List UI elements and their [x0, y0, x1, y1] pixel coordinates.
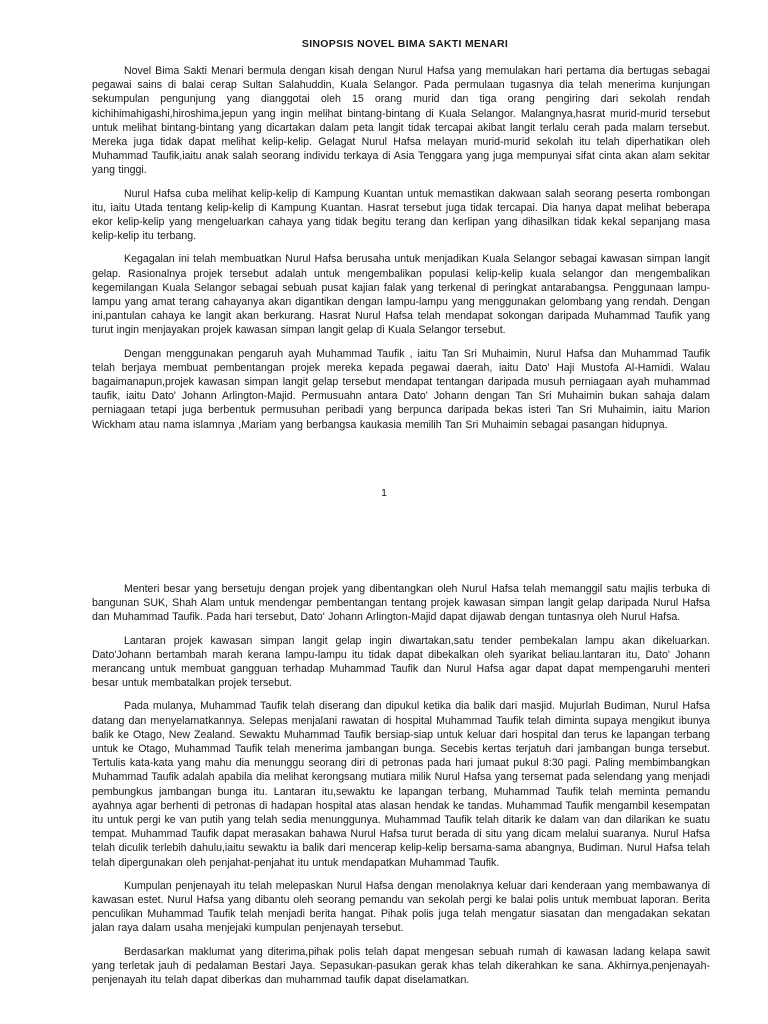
paragraph: Berdasarkan maklumat yang diterima,pihak polis telah dapat mengesan sebuah rumah di kawasan ladang kelapa sawit yang terletak jauh di pedalaman Bestari Jaya. Sepasukan-pasukan gerak khas telah dikerahkan ke sana. Akhirnya,penjenayah-penjenayah itu telah dapat diberkas dan muhammad taufik dapat diselamatkan.: [92, 945, 710, 987]
document-title: SINOPSIS NOVEL BIMA SAKTI MENARI: [301, 38, 509, 50]
paragraph: Novel Bima Sakti Menari bermula dengan kisah dengan Nurul Hafsa yang memulakan hari pertama dia bertugas sebagai pegawai sains di balai cerap Sultan Salahuddin, Kuala Selangor. Pada permulaan tugasnya dia telah menerima kunjungan sekumpulan pengunjung yang dianggotai oleh 15 orang murid dan tiga orang pengiring dari sekolah rendah kichihimahigashi,hiroshima,jepun yang ingin melihat bintang-bintang di Kuala Selangor. Malangnya,hasrat murid-murid tersebut untuk melihat bintang-bintang yang dicartakan dalam peta langit tidak tercapai akibat langit terlalu cerah pada malam tersebut. Mereka juga tidak dapat melihat kelip-kelip. Gelagat Nurul Hafsa melayan murid-murid sekolah itu telah diperhatikan oleh Muhammad Taufik,iaitu anak salah seorang individu terkaya di Asia Tenggara yang juga mempunyai sifat cinta akan alam sekitar yang tinggi.: [92, 65, 710, 177]
paragraph: Pada mulanya, Muhammad Taufik telah diserang dan dipukul ketika dia balik dari masjid. Mujurlah Budiman, Nurul Hafsa datang dan menyelamatkannya. Selepas menjalani rawatan di hospital Muhammad Taufik telah diminta supaya mengikut ibunya balik ke Otago, New Zealand. Sewaktu Muhammad Taufik bersiap-siap untuk keluar dari hospital dan terus ke lapangan terbang untuk ke Otago, Muhammad Taufik telah menerima jambangan bunga. Secebis kertas terjatuh dari jambangan bunga tersebut. Tertulis kata-kata yang mahu dia menunggu seorang diri di petronas pada hari jumaat pukul 8:30 pagi. Paling membimbangkan Muhammad Taufik adalah apabila dia melihat kerongsang mutiara milik Nurul Hafsa yang tersemat pada selendang yang menjadi pembungkus jambangan bunga itu. Lantaran itu,sewaktu ke lapangan terbang, Muhammad Taufik telah meminta pemandu ayahnya agar berhenti di petronas di hadapan hospital atas alasan hendak ke tandas. Muhammad Taufik mengambil kesempatan itu untuk pergi ke van putih yang telah sedia menunggunya. Muhammad Taufik telah ditarik ke dalam van dan dilarikan ke suatu tempat. Muhammad Taufik dapat merasakan bahawa Nurul Hafsa turut berada di situ yang dicam melalui suaranya. Nurul Hafsa telah diculik terlebih dahulu,iaitu sewaktu ia balik dari mencerap kelip-kelip bersama-sama abangnya, Budiman. Nurul Hafsa telah telah dipergunakan oleh penjahat-penjahat itu untuk mendapatkan Muhammad Taufik.: [92, 700, 710, 869]
page-number: 1: [381, 487, 387, 499]
document-page-2: [92, 582, 710, 996]
paragraph: Lantaran projek kawasan simpan langit gelap ingin diwartakan,satu tender pembekalan lampu akan dikeluarkan. Dato'Johann bertambah marah kerana lampu-lampu itu tidak dapat dibekalkan oleh syarikat beliau.lantaran itu, Dato' Johann merancang untuk membuat gangguan terhadap Muhammad Taufik dan Nurul Hafsa agar dapat dapat mempengaruhi menteri besar untuk membatalkan projek tersebut.: [92, 634, 710, 690]
paragraph: Nurul Hafsa cuba melihat kelip-kelip di Kampung Kuantan untuk memastikan dakwaan salah seorang peserta rombongan itu, iaitu Utada tentang kelip-kelip di Kampung Kuantan. Hasrat tersebut juga tidak tercapai. Dia hanya dapat melihat beberapa ekor kelip-kelip yang mengeluarkan cahaya yang tidak begitu terang dan kerlipan yang dihasilkan tidak kekal sepanjang masa kelip-kelip itu terbang.: [92, 187, 710, 243]
document-page-1: [92, 38, 710, 441]
paragraph: Dengan menggunakan pengaruh ayah Muhammad Taufik , iaitu Tan Sri Muhaimin, Nurul Hafsa dan Muhammad Taufik telah berjaya membuat pembentangan projek mereka kepada pegawai daerah, iaitu Dato' Haji Mustofa Al-Hamidi. Walau bagaimanapun,projek kawasan simpan langit gelap tersebut mendapat tentangan daripada musuh perniagaan ayah muhammad taufik, iaitu Dato' Johann Arlington-Majid. Permusuahn antara Dato' Johann dengan Tan Sri Muhaimin bukan sahaja dalam perniagaan tetapi juga berbentuk permusuhan peribadi yang berpunca daripada bekas isteri Tan Sri Muhaimin, iaitu Marion Wickham atau nama islamnya ,Mariam yang berbangsa kaukasia memilih Tan Sri Muhaimin sebagai pasangan hidupnya.: [92, 347, 710, 431]
paragraph: Menteri besar yang bersetuju dengan projek yang dibentangkan oleh Nurul Hafsa telah memanggil satu majlis terbuka di bangunan SUK, Shah Alam untuk mendengar pembentangan tentang projek kawasan simpan langit gelap daripada Nurul Hafsa dan Muhammad Taufik. Pada hari tersebut, Dato' Johann Arlington-Majid dapat dijawab dengan tuntasnya oleh Nurul Hafsa.: [92, 583, 710, 624]
paragraph: Kumpulan penjenayah itu telah melepaskan Nurul Hafsa dengan menolaknya keluar dari kenderaan yang membawanya di kawasan estet. Nurul Hafsa yang dibantu oleh seorang pemandu van sekolah pergi ke balai polis untuk membuat laporan. Berita penculikan Muhammad Taufik telah menjadi berita hangat. Pihak polis juga telah mengatur siasatan dan mengadakan sekatan jalan raya dalam usaha menjejaki kumpulan penjenayah tersebut.: [92, 879, 710, 935]
paragraph: Kegagalan ini telah membuatkan Nurul Hafsa berusaha untuk menjadikan Kuala Selangor sebagai kawasan simpan langit gelap. Rasionalnya projek tersebut adalah untuk mengembalikan populasi kelip-kelip kuala selangor dan mengembalikan kegemilangan Kuala Selangor sebagai sebuah pusat kajian falak yang terkenal di peringkat antarabangsa. Penggunaan lampu-lampu yang amat terang cahayanya akan digantikan dengan lampu-lampu yang menggunakan gelombang yang rendah. Dengan ini,pantulan cahaya ke langit akan berkurang. Hasrat Nurul Hafsa telah mendapat sokongan daripada Muhammad Taufik yang turut ingin menjayakan projek kawasan simpan langit gelap di Kuala Selangor tersebut.: [92, 253, 710, 337]
